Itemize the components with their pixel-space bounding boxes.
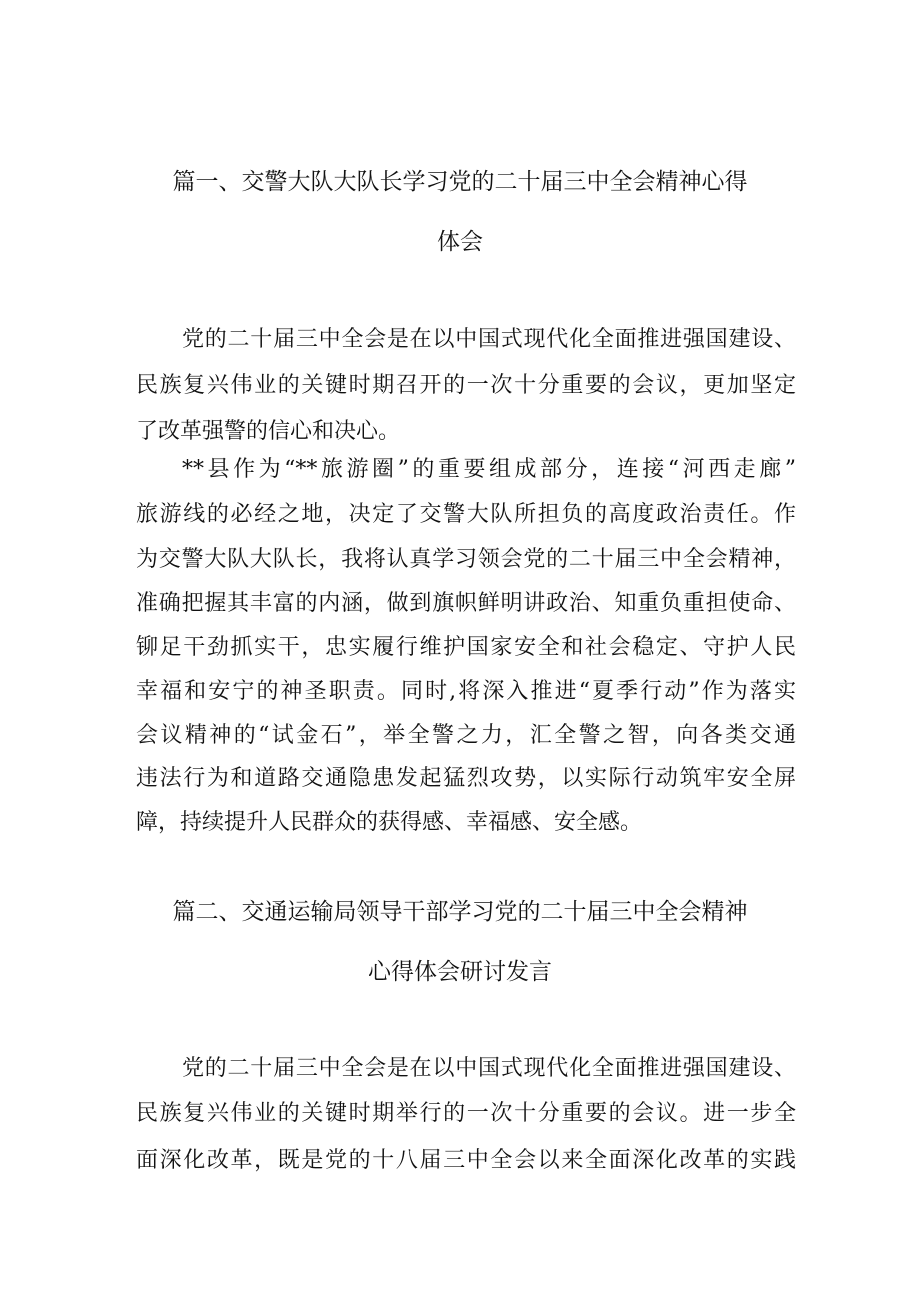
s1-p2-line-6: 幸福和安宁的神圣职责。同时,将深入推进“夏季行动”作为落实: [136, 679, 796, 704]
section1-title-line-1: 篇一、交警大队大队长学习党的二十届三中全会精神心得: [172, 169, 748, 195]
s1-p1-line-3: 了改革强警的信心和决心。: [136, 419, 401, 444]
s1-p2-line-9: 障，持续提升人民群众的获得感、幸福感、安全感。: [136, 810, 643, 835]
s1-p2-line-3: 为交警大队大队长，我将认真学习领会党的二十届三中全会精神，: [136, 547, 796, 572]
s1-p2-line-7: 会议精神的“试金石”，举全警之力，汇全警之智，向各类交通: [136, 723, 796, 748]
section2-title-line-1: 篇二、交通运输局领导干部学习党的二十届三中全会精神: [172, 899, 748, 925]
s2-p1-line-1: 党的二十届三中全会是在以中国式现代化全面推进强国建设、: [182, 1056, 796, 1081]
s1-p2-line-4: 准确把握其丰富的内涵，做到旗帜鲜明讲政治、知重负重担使命、: [136, 591, 796, 616]
s1-p2-line-8: 违法行为和道路交通隐患发起猛烈攻势，以实际行动筑牢安全屏: [136, 766, 796, 791]
section1-title-line-2: 体会: [437, 229, 483, 255]
s1-p1-line-2: 民族复兴伟业的关键时期召开的一次十分重要的会议，更加坚定: [136, 373, 796, 398]
s1-p1-line-1: 党的二十届三中全会是在以中国式现代化全面推进强国建设、: [182, 327, 796, 352]
s1-p2-line-5: 铆足干劲抓实干，忠实履行维护国家安全和社会稳定、守护人民: [136, 635, 796, 660]
s2-p1-line-3: 面深化改革，既是党的十八届三中全会以来全面深化改革的实践: [136, 1148, 796, 1173]
s1-p2-line-2: 旅游线的必经之地，决定了交警大队所担负的高度政治责任。作: [136, 502, 796, 527]
s2-p1-line-2: 民族复兴伟业的关键时期举行的一次十分重要的会议。进一步全: [136, 1101, 796, 1126]
s1-p2-line-1: **县作为“**旅游圈”的重要组成部分，连接“河西走廊”: [182, 457, 796, 482]
section2-title-line-2: 心得体会研讨发言: [368, 959, 552, 985]
